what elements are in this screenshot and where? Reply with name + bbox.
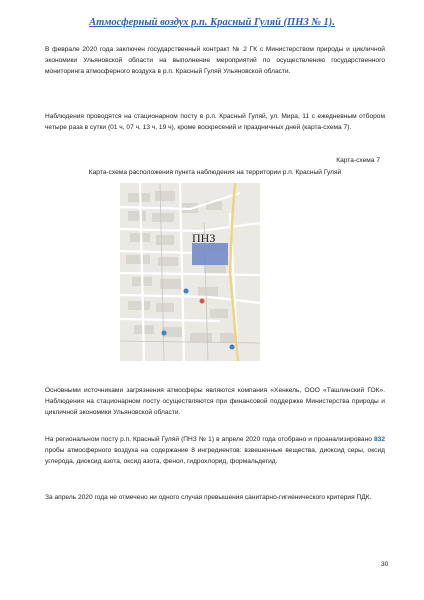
paragraph-observations: Наблюдения проводятся на стационарном посту в р.п. Красный Гуляй, ул. Мира, 11 с ежедневным отбором четыре раза в сутки (01 ч, 07 ч, 13 ч, 19 ч), кроме воскресений и праздничных дней (карта-схема 7). <box>45 113 385 131</box>
paragraph-sources: Основными источниками загрязнения атмосферы являются компания «Хенкель, ООО «Ташлинский ГОК». Наблюдения на стационарном посту осуществляются при финансовой поддержке Министерства природы и цикличной экономики Ульяновской области. <box>45 387 385 416</box>
samples-text-a: На региональном посту р.п. Красный Гуляй (ПНЗ № 1) в апреле 2020 года отобрано и проанализировано <box>45 436 374 443</box>
poi-icon <box>230 345 235 350</box>
map-number-caption: Карта-схема 7 <box>336 157 380 164</box>
paragraph-samples <box>45 435 385 467</box>
poi-icon <box>162 331 167 336</box>
poi-icon <box>200 299 205 304</box>
map-title-caption: Карта-схема расположения пункта наблюдения на территории р.п. Красный Гуляй <box>88 169 342 176</box>
page-number: 30 <box>381 561 389 568</box>
paragraph-conclusion: За апрель 2020 года не отмечено ни одного случая превышения санитарно-гигиенического критерия ПДК. <box>45 494 372 501</box>
paragraph-contract: В феврале 2020 года заключен государственный контракт № 2 ГК с Министерством природы и цикличной экономики Ульяновской области на выполнение мероприятий по осуществлению государственного мониторинга атмосферного воздуха в р.п. Красный Гуляй Ульяновской области. <box>45 46 385 75</box>
samples-text-b: пробы атмосферного воздуха на содержание 8 ингредиентов: взвешенные вещества, диоксид серы, оксид углерода, диоксид азота, оксид азота, фенол, гидрохлорид, формальдегид. <box>45 446 385 465</box>
map-graphic <box>120 183 260 361</box>
location-map <box>120 183 260 361</box>
station-marker <box>192 243 228 265</box>
poi-icon <box>184 289 189 294</box>
station-label: ПНЗ <box>192 231 216 245</box>
samples-count: 832 <box>373 436 385 443</box>
section-title: Атмосферный воздух р.п. Красный Гуляй (ПНЗ № 1). <box>89 17 335 28</box>
